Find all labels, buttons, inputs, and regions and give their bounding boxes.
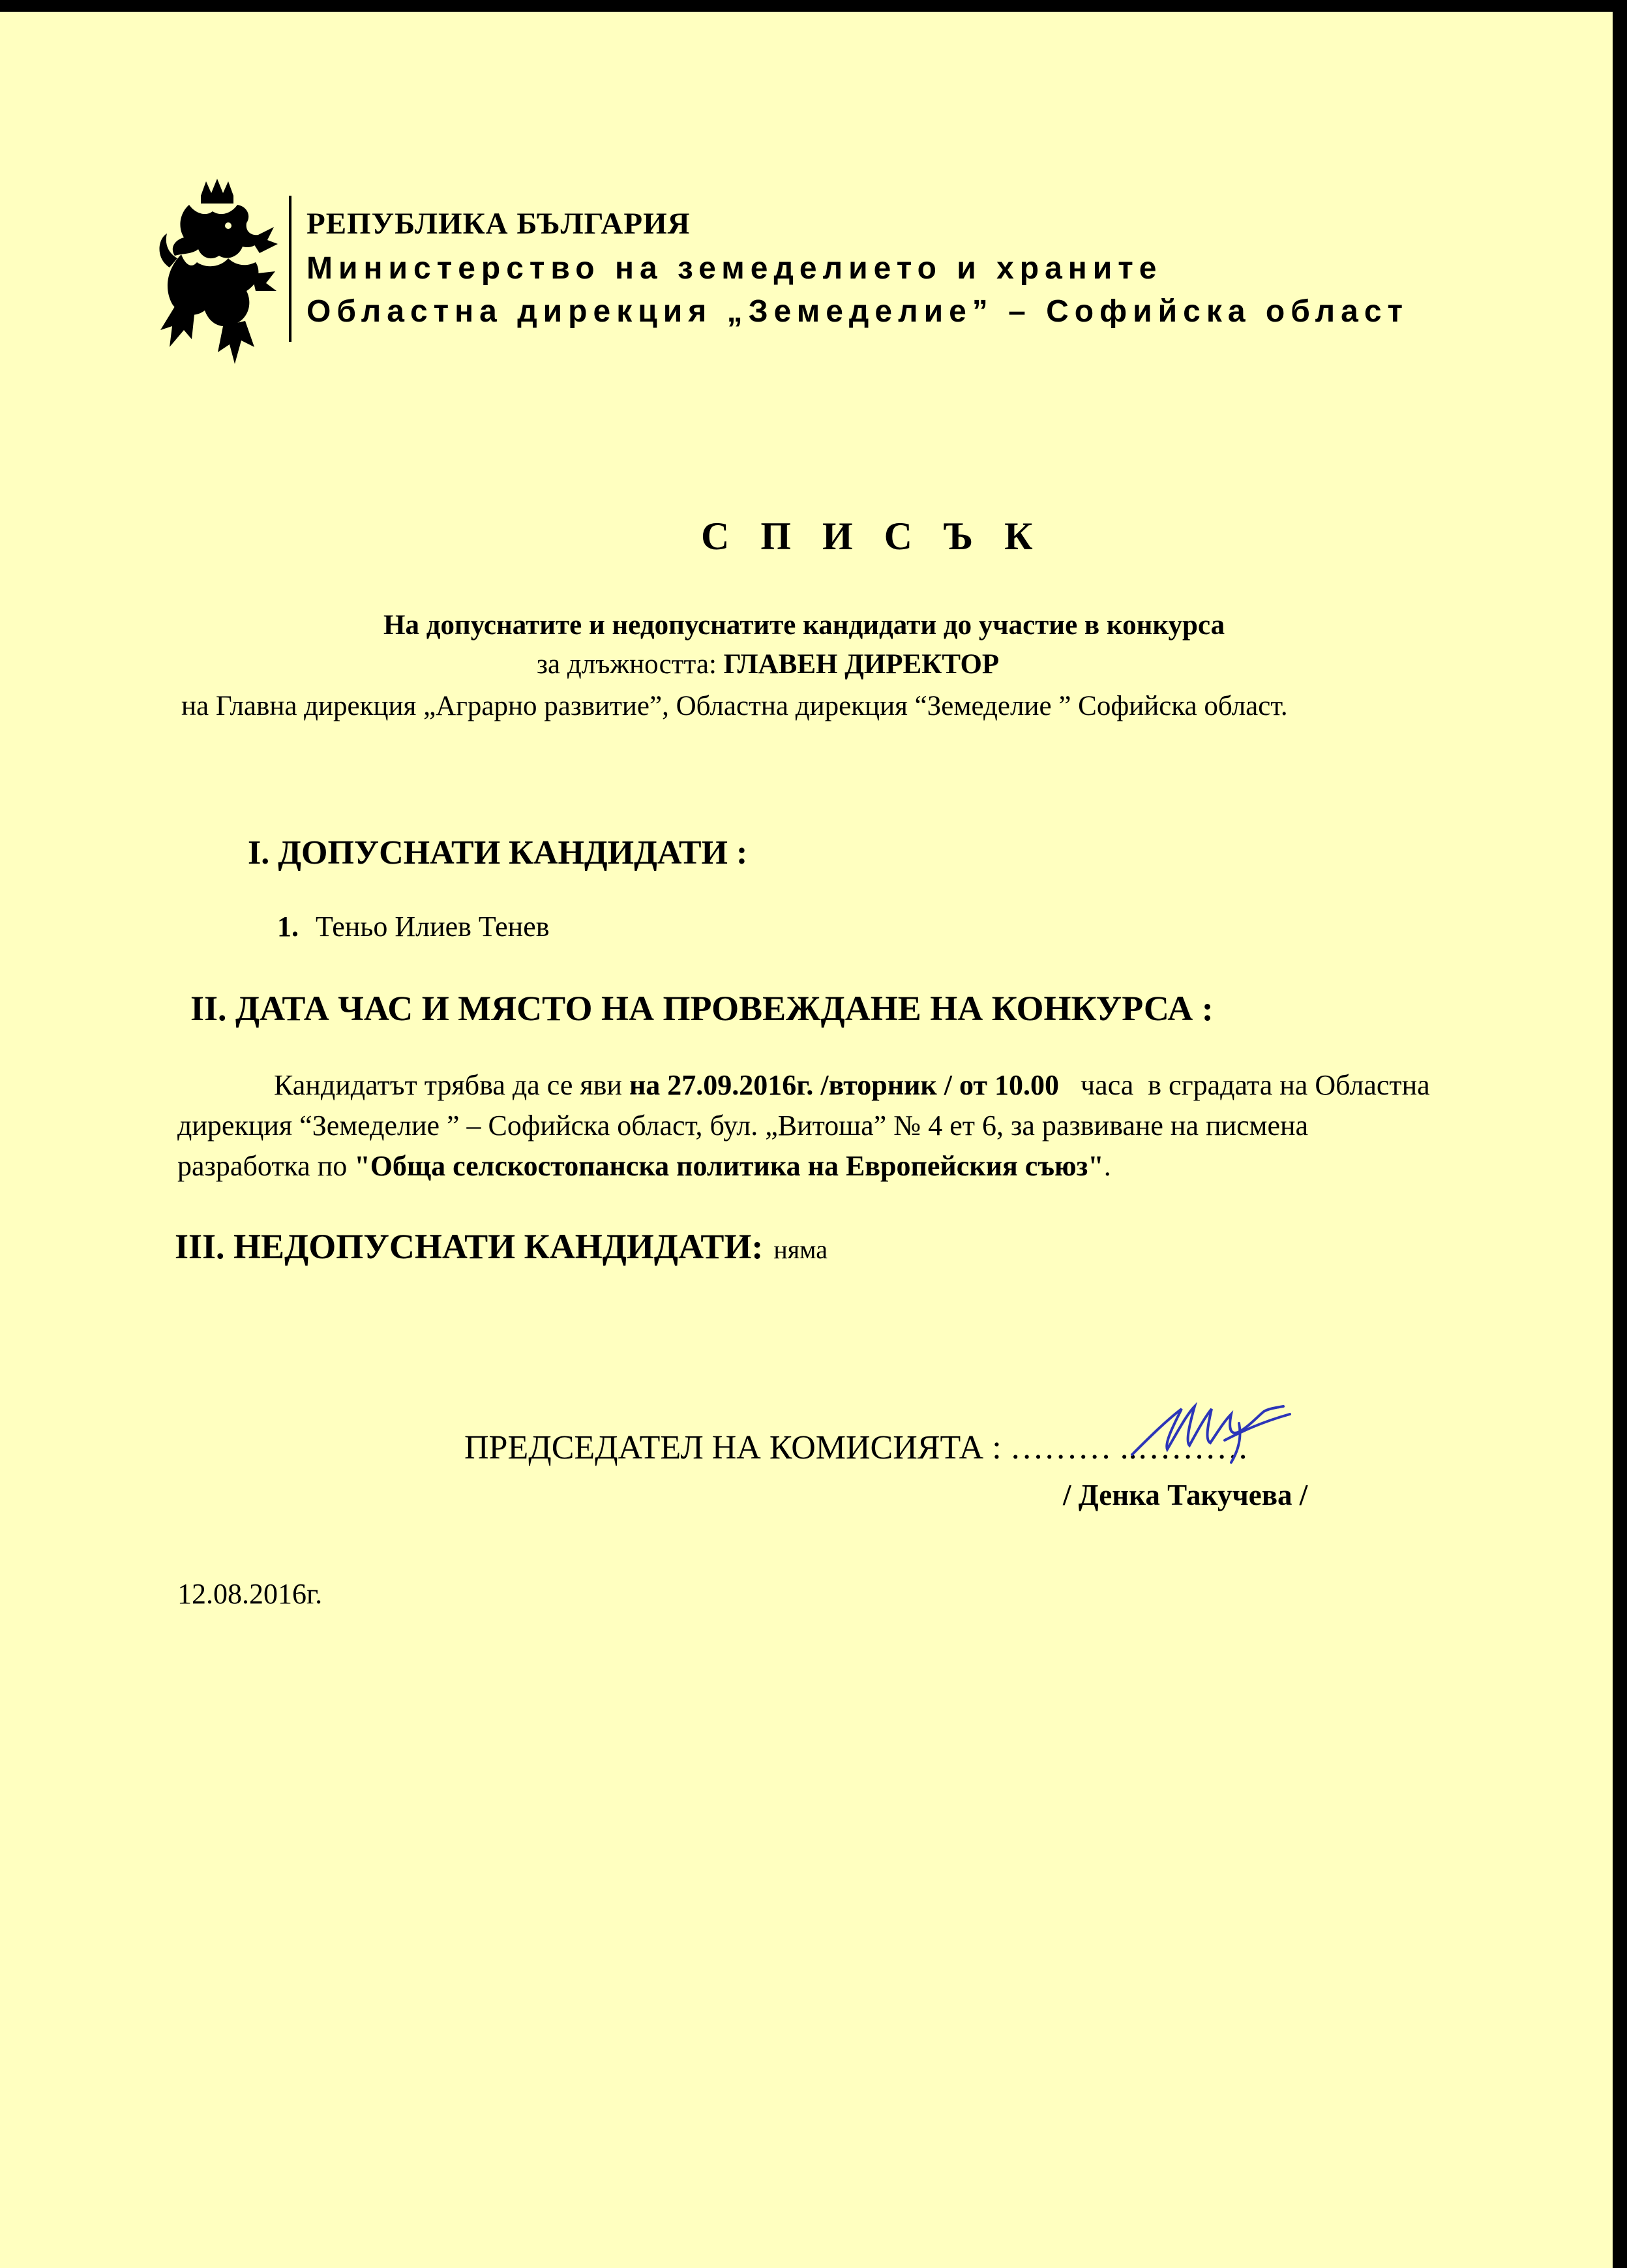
exam-text: . [1103, 1150, 1111, 1182]
document-subtitle: На допуснатите и недопуснатите кандидати до участие в конкурса [383, 610, 1225, 641]
department-line: на Главна дирекция „Аграрно развитие”, Областна дирекция “Земеделие ” Софийска област. [181, 691, 1288, 721]
header-divider [289, 196, 291, 342]
exam-paragraph-line-1 [274, 1068, 1430, 1102]
handwritten-signature [1127, 1395, 1296, 1466]
admitted-heading: I. ДОПУСНАТИ КАНДИДАТИ : [248, 834, 748, 871]
position-line [537, 648, 999, 680]
candidate-name: Теньо Илиев Тенев [316, 911, 550, 943]
exam-text: разработка по [177, 1150, 355, 1182]
list-item [277, 910, 550, 943]
header-republic: РЕПУБЛИКА БЪЛГАРИЯ [306, 207, 691, 241]
rejected-value: няма [773, 1235, 828, 1264]
exam-text: Кандидатът трябва да се яви [274, 1069, 629, 1101]
chairman-label: ПРЕДСЕДАТЕЛ НА КОМИСИЯТА : ……… ..………. [464, 1429, 1247, 1466]
exam-paragraph-line-3 [177, 1149, 1111, 1183]
exam-text: часа в сградата на Областна [1059, 1069, 1430, 1101]
scan-border-right [1613, 0, 1627, 2268]
document-date: 12.08.2016г. [177, 1578, 323, 1610]
exam-topic: "Обща селскостопанска политика на Европейския съюз" [354, 1150, 1104, 1182]
rejected-heading-text: III. НЕДОПУСНАТИ КАНДИДАТИ: [175, 1227, 764, 1266]
position-name: ГЛАВЕН ДИРЕКТОР [723, 649, 1000, 680]
document-title: СПИСЪК [701, 515, 1064, 558]
header-directorate: Областна дирекция „Земеделие” – Софийска област [306, 294, 1409, 329]
exam-paragraph-line-2: дирекция “Земеделие ” – Софийска област, бул. „Витоша” № 4 ет 6, за развиване на писмена [177, 1110, 1309, 1142]
list-item-number: 1. [277, 911, 299, 943]
exam-date-time: на 27.09.2016г. /вторник / от 10.00 [629, 1069, 1060, 1101]
position-prefix: за длъжността: [537, 649, 724, 680]
chairman-name: / Денка Такучева / [1063, 1479, 1308, 1511]
scan-border-top [0, 0, 1627, 12]
header-ministry: Министерство на земеделието и храните [306, 251, 1163, 286]
bulgarian-lion-crest-icon [155, 176, 279, 365]
exam-details-heading: II. ДАТА ЧАС И МЯСТО НА ПРОВЕЖДАНЕ НА КОНКУРСА : [190, 989, 1214, 1028]
rejected-heading [175, 1226, 828, 1267]
